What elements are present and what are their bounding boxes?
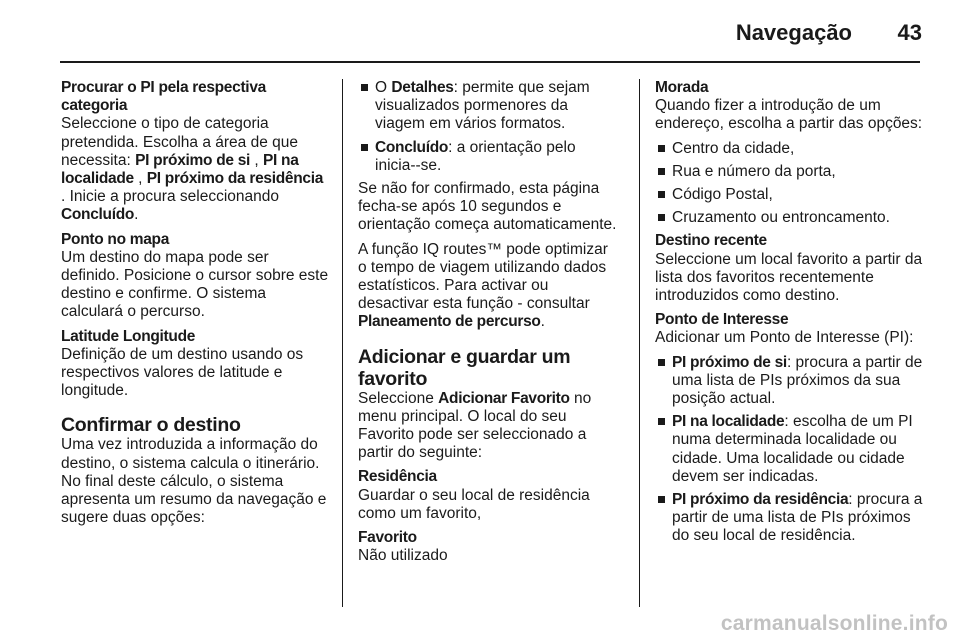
page-header: [0, 0, 960, 60]
text-run: ,: [250, 151, 263, 169]
section-text: [61, 115, 329, 224]
text-run: O: [375, 79, 392, 96]
bold-term: PI próximo de si: [135, 151, 251, 169]
bold-term: PI próximo da residência: [146, 170, 324, 188]
text-run: .: [134, 206, 139, 224]
text-run: Centro da cidade,: [672, 139, 795, 157]
section-heading: Procurar o PI pela respectiva categoria: [61, 79, 266, 115]
section-favorito: [358, 529, 618, 565]
text-run: : a orientação pelo inicia--se.: [375, 138, 576, 174]
text-run: Seleccione: [358, 389, 439, 407]
bold-term: Planeamento de percurso: [358, 313, 541, 331]
bold-term: PI próximo de si: [672, 353, 787, 371]
text-run: ,: [133, 170, 147, 188]
section-heading: Residência: [358, 468, 437, 486]
column-divider: [639, 79, 640, 607]
section-destino-recente: [655, 232, 927, 305]
watermark: carmanualsonline.info: [720, 612, 948, 635]
text-run: : procura a partir de uma lista de PIs próximos do seu local de residência.: [672, 491, 923, 545]
page-title: Navegação: [735, 20, 852, 45]
text-run: . Inicie a procura seleccionando: [61, 188, 279, 206]
section-heading: Ponto no mapa: [61, 230, 170, 248]
bullet-square-icon: [658, 214, 665, 221]
bold-term: PI próximo da residência: [672, 491, 849, 509]
column-2: [358, 79, 618, 571]
section-heading: Morada: [655, 79, 709, 96]
bullet-square-icon: [361, 84, 368, 91]
section-residencia: [358, 468, 618, 523]
section-heading: Ponto de Interesse: [655, 311, 789, 329]
bold-term: PI na localidade: [61, 151, 299, 188]
section-heading: Favorito: [358, 529, 417, 547]
bold-term: Detalhes: [391, 79, 454, 96]
section-text: Definição de um destino usando os respectivos valores de latitude e longitude.: [61, 345, 304, 400]
section-heading: Latitude Longitude: [61, 327, 196, 345]
subheading-confirmar: Confirmar o destino: [61, 414, 241, 437]
list-item: [655, 413, 927, 486]
bold-term: Adicionar Favorito: [438, 389, 570, 407]
page-number: 43: [897, 20, 922, 45]
text-run: A função IQ routes™ pode optimizar o tempo de viagem utilizando dados estatísticos. Para activar ou desactivar esta função - consultar: [358, 240, 608, 313]
section-categoria: [61, 79, 329, 225]
column-1: [61, 79, 329, 527]
section-text: Guardar o seu local de residência como um favorito,: [358, 486, 590, 522]
section-text: Seleccione um local favorito a partir da lista dos favoritos recentemente introduzidos como destino.: [655, 250, 923, 305]
section-text: Não utilizado: [358, 547, 448, 565]
bullet-square-icon: [658, 191, 665, 198]
paragraph: [358, 241, 618, 332]
list-item: [358, 139, 618, 175]
list-item: [655, 186, 927, 204]
text-run: Rua e número da porta,: [672, 162, 836, 180]
text-run: no menu principal. O local do seu Favorito pode ser seleccionado a partir do seguinte:: [358, 389, 592, 462]
text-run: : escolha de um PI numa determinada localidade ou cidade. Uma localidade ou cidade devem ser indicadas.: [672, 413, 913, 485]
section-heading: Destino recente: [655, 232, 767, 250]
bold-term: Concluído: [61, 206, 135, 224]
bullet-square-icon: [361, 144, 368, 151]
column-3: [655, 79, 927, 551]
text-run: : procura a partir de uma lista de PIs próximos da sua posição actual.: [672, 353, 923, 408]
list-item: [655, 140, 927, 158]
bold-term: PI na localidade: [672, 413, 785, 431]
text-run: Código Postal,: [672, 186, 773, 204]
bullet-square-icon: [658, 145, 665, 152]
list-item: [358, 79, 618, 134]
list-item: [655, 491, 927, 546]
bullet-square-icon: [658, 359, 665, 366]
text-run: Cruzamento ou entroncamento.: [672, 209, 890, 227]
section-text: Quando fizer a introdução de um endereço, escolha a partir das opções:: [655, 97, 923, 133]
list-item: [655, 209, 927, 227]
bullet-square-icon: [658, 168, 665, 175]
section-text: Um destino do mapa pode ser definido. Posicione o cursor sobre este destino e confirme. O sistema calculará o percurso.: [61, 248, 329, 321]
text-run: : permite que sejam visualizados pormenores da viagem em vários formatos.: [375, 79, 590, 133]
paragraph: [358, 390, 618, 463]
list-item: [655, 163, 927, 181]
section-morada: [655, 79, 927, 134]
subheading-favorito: Adicionar e guardar um favorito: [358, 345, 571, 390]
bullet-square-icon: [658, 418, 665, 425]
section-latitude: [61, 328, 329, 401]
bullet-square-icon: [658, 496, 665, 503]
section-ponto-interesse: [655, 311, 927, 347]
text-run: Seleccione o tipo de categoria pretendida. Escolha a área de que necessita:: [61, 115, 298, 169]
column-divider: [342, 79, 343, 607]
list-item: [655, 354, 927, 409]
header-rule: [60, 61, 920, 63]
bold-term: Concluído: [375, 138, 449, 156]
section-ponto-mapa: [61, 231, 329, 322]
section-text: Adicionar um Ponto de Interesse (PI):: [655, 329, 914, 347]
paragraph: Se não for confirmado, esta página fecha-se após 10 segundos e orientação começa automaticamente.: [358, 180, 617, 234]
section-text: Uma vez introduzida a informação do destino, o sistema calcula o itinerário. No final deste cálculo, o sistema apresenta um resumo da navegação e sugere duas opções:: [61, 436, 327, 527]
text-run: .: [540, 313, 545, 331]
